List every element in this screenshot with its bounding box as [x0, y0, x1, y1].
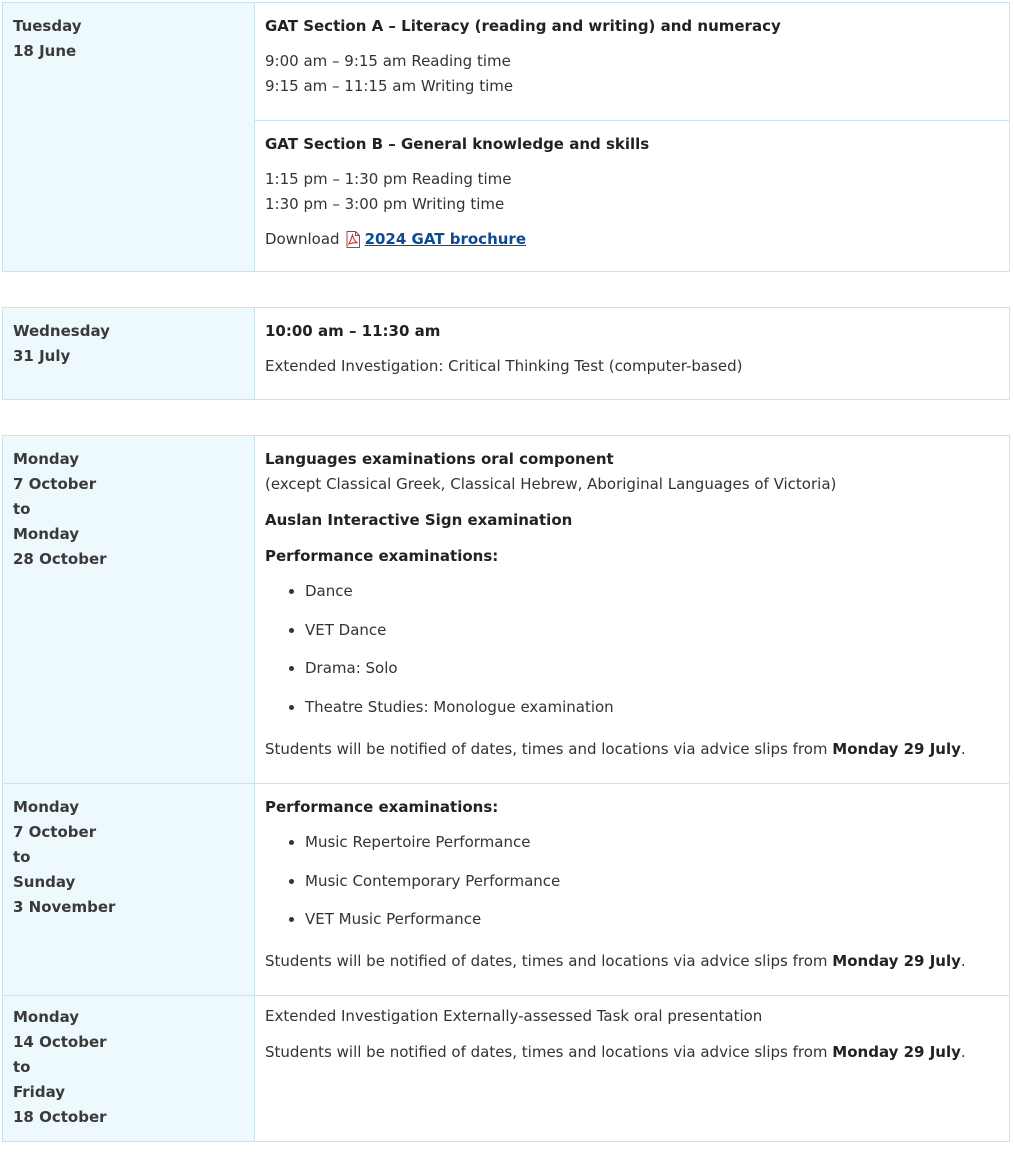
- gat-section-a-content: [255, 3, 1009, 120]
- list-item: • Dance: [305, 579, 1009, 604]
- time-line: 9:15 am – 11:15 am Writing time: [265, 77, 514, 95]
- languages-title: Languages examinations oral component: [265, 450, 614, 468]
- time-line: 1:15 pm – 1:30 pm Reading time: [265, 170, 512, 188]
- date-line: to: [13, 1058, 31, 1076]
- notice-date: Monday 29 July: [832, 952, 961, 970]
- notice: Students will be notified of dates, times and locations via advice slips from Monday 29 July.: [265, 1043, 966, 1061]
- date-line: Wednesday: [13, 322, 110, 340]
- notice-text: Students will be notified of dates, times and locations via advice slips from: [265, 1043, 833, 1061]
- date-line: 7 October: [13, 823, 97, 841]
- date-line: Monday: [13, 450, 80, 468]
- performance-title: Performance examinations:: [265, 798, 499, 816]
- date-line: Sunday: [13, 873, 76, 891]
- date-line: 7 October: [13, 475, 97, 493]
- date-line: Monday: [13, 525, 80, 543]
- gat-section-b-row: [255, 120, 1009, 271]
- performance-title: Performance examinations:: [265, 547, 499, 565]
- time-title: 10:00 am – 11:30 am: [265, 322, 441, 340]
- critical-thinking-content: [255, 308, 1009, 399]
- date-cell: [3, 3, 255, 271]
- performance-exams-table: [2, 435, 1010, 1142]
- date-line: 18 October: [13, 1108, 107, 1126]
- date-line: Friday: [13, 1083, 66, 1101]
- list-item: • Drama: Solo: [305, 656, 1009, 681]
- download-line: [265, 227, 1009, 252]
- list-item: • Music Contemporary Performance: [305, 869, 1009, 894]
- pdf-icon: [346, 231, 360, 248]
- date-line: Monday: [13, 1008, 80, 1026]
- list-item: • VET Music Performance: [305, 907, 1009, 932]
- notice-date: Monday 29 July: [832, 1043, 961, 1061]
- date-line: 14 October: [13, 1033, 107, 1051]
- time-line: 9:00 am – 9:15 am Reading time: [265, 52, 511, 70]
- date-line: 3 November: [13, 898, 116, 916]
- gat-section-b-title: GAT Section B – General knowledge and skills: [265, 135, 650, 153]
- music-content: [255, 784, 1009, 995]
- performance-list: [265, 830, 1009, 932]
- date-cell: [3, 996, 255, 1141]
- languages-row: [3, 436, 1009, 783]
- performance-list: [265, 579, 1009, 720]
- exam-description: Extended Investigation Externally-assessed Task oral presentation: [265, 1007, 763, 1025]
- date-line: Tuesday: [13, 17, 82, 35]
- exam-description: Extended Investigation: Critical Thinking Test (computer-based): [265, 357, 743, 375]
- notice-date: Monday 29 July: [832, 739, 961, 758]
- list-item: • Music Repertoire Performance: [305, 830, 1009, 855]
- date-line: Monday: [13, 798, 80, 816]
- gat-section-a-title: GAT Section A – Literacy (reading and writing) and numeracy: [265, 17, 781, 35]
- extended-investigation-content: [255, 996, 1009, 1141]
- critical-thinking-table: [2, 307, 1010, 400]
- date-line: 28 October: [13, 550, 107, 568]
- music-row: [3, 783, 1009, 995]
- extended-investigation-row: [3, 995, 1009, 1141]
- date-cell: [3, 784, 255, 995]
- notice-text: Students will be notified of dates, times and locations via advice slips from: [265, 952, 833, 970]
- download-label: Download: [265, 230, 340, 248]
- list-item: • VET Dance: [305, 618, 1009, 643]
- list-item: • Theatre Studies: Monologue examination: [305, 695, 1009, 720]
- date-line: 18 June: [13, 42, 77, 60]
- gat-schedule-table: [2, 2, 1010, 272]
- date-cell: [3, 308, 255, 399]
- date-cell: [3, 436, 255, 783]
- languages-exceptions: (except Classical Greek, Classical Hebrew, Aboriginal Languages of Victoria): [265, 475, 837, 493]
- gat-section-b-content: [255, 121, 1009, 271]
- notice-text: Students will be notified of dates, times and locations via advice slips from: [265, 739, 833, 758]
- notice: Students will be notified of dates, times and locations via advice slips from Monday 29 July.: [265, 952, 966, 970]
- languages-content: [255, 436, 1009, 783]
- gat-section-a-row: [3, 3, 1009, 120]
- notice: Students will be notified of dates, times and locations via advice slips from Monday 29 July.: [265, 739, 966, 758]
- date-line: to: [13, 500, 31, 518]
- gat-brochure-link[interactable]: 2024 GAT brochure: [364, 230, 527, 248]
- critical-thinking-row: [3, 308, 1009, 399]
- auslan-title: Auslan Interactive Sign examination: [265, 511, 573, 529]
- time-line: 1:30 pm – 3:00 pm Writing time: [265, 195, 505, 213]
- date-line: 31 July: [13, 347, 71, 365]
- date-line: to: [13, 848, 31, 866]
